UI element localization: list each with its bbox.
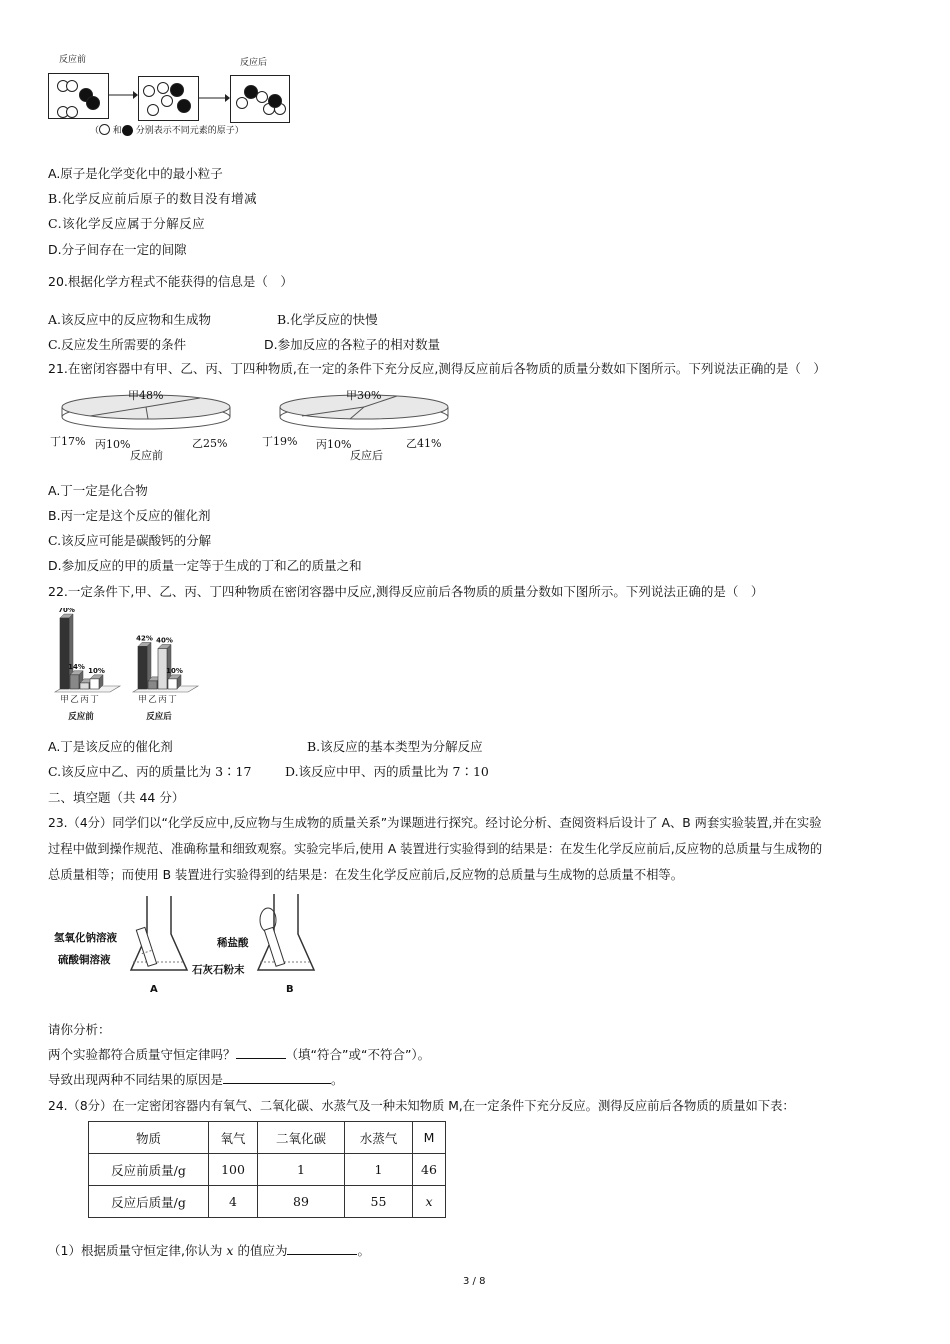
after-box [230,75,290,123]
data-label: 70% [58,608,75,615]
tick-label: 丁 [90,695,99,705]
q24-answer1-blank[interactable] [287,1254,357,1255]
q23-line2: 过程中做到操作规范、准确称量和细致观察。实验完毕后,使用 A 装置进行实验得到的结果是：在发生化学反应前后,反应物的总质量与生成物的 [48,842,823,856]
flask-b-label-hcl: 稀盐酸 [217,937,249,949]
after-label: 反应后 [240,58,268,68]
tick-label: 甲 [138,695,147,705]
q24-table [88,1121,446,1218]
q21-before-ding: 丁17% [50,435,86,448]
bar [148,681,157,689]
q19-option-c: C.该化学反应属于分解反应 [48,216,206,231]
q19-option-d: D.分子间存在一定的间隙 [48,242,187,257]
q21-after-yi: 乙41% [406,437,442,450]
bar [168,679,177,689]
flask-a-icon [125,894,195,979]
q22-option-c: C.该反应中乙、丙的质量比为 3∶17 [48,764,252,779]
before-label: 反应前 [59,55,87,65]
flask-b-label-limestone: 石灰石粉末 [192,964,245,976]
q22-option-d: D.该反应中甲、丙的质量比为 7∶10 [285,764,489,779]
table-cell: 4 [209,1186,258,1218]
data-label: 10% [166,666,183,675]
before-box [48,73,109,119]
table-header-row [89,1122,446,1154]
bar [70,675,79,689]
flask-a-caption: A [150,984,158,995]
q23-answer1-blank[interactable] [236,1058,286,1059]
table-cell: 89 [258,1186,345,1218]
legend: （ 和 分别表示不同元素的原子） [90,126,244,136]
bar [80,683,89,689]
flask-a-label-naoh: 氢氧化钠溶液 [54,932,117,944]
arrow-icon [197,93,231,103]
table-header: 氧气 [209,1122,258,1154]
q21-after-ding: 丁19% [262,435,298,448]
q23-line3: 总质量相等；而使用 B 装置进行实验得到的结果是：在发生化学反应前后,反应物的总质量与生成物的总质量不相等。 [48,868,684,882]
q23-answer2-blank[interactable] [223,1083,331,1084]
table-row [89,1154,446,1186]
q22-bar-charts [45,608,215,726]
q20-option-a: A.该反应中的反应物和生成物 [48,312,212,327]
data-label: 40% [156,636,173,645]
table-cell: 1 [345,1154,413,1186]
flask-b-caption: B [286,984,294,995]
bar [60,618,69,689]
q21-stem: 21.在密闭容器中有甲、乙、丙、丁四种物质,在一定的条件下充分反应,测得反应前后各物质的质量分数如下图所示。下列说法正确的是（ ） [48,361,826,376]
page-number: 3 / 8 [463,1276,486,1287]
table-cell: 反应前质量/g [89,1154,209,1186]
arrow-icon [107,90,139,100]
chart-title: 反应前 [68,712,94,722]
table-header: M [413,1122,446,1154]
table-cell: 100 [209,1154,258,1186]
table-cell: 反应后质量/g [89,1186,209,1218]
q20-option-c: C.反应发生所需要的条件 [48,337,187,352]
q19-option-a: A.原子是化学变化中的最小粒子 [48,166,223,181]
tick-label: 乙 [70,695,79,705]
tick-label: 丁 [168,695,177,705]
data-label: 42% [136,634,153,643]
table-row [89,1186,446,1218]
table-header: 水蒸气 [345,1122,413,1154]
tick-label: 甲 [60,695,69,705]
q23-line1: 23.（4分）同学们以“化学反应中,反应物与生成物的质量关系”为课题进行探究。经讨论分析、查阅资料后设计了 A、B 两套实验装置,并在实验 [48,816,822,830]
q21-after-jia: 甲30% [346,389,382,402]
middle-box [138,76,199,121]
q21-option-b: B.丙一定是这个反应的催化剂 [48,508,211,523]
q23-analyze: 请你分析： [48,1022,111,1037]
q24-sub1: （1）根据质量守恒定律,你认为 x 的值应为 。 [48,1243,370,1258]
table-cell: x [413,1186,446,1218]
q21-option-a: A.丁一定是化合物 [48,483,148,498]
q21-before-jia: 甲48% [128,389,164,402]
q20-stem: 20.根据化学方程式不能获得的信息是（ ） [48,274,293,289]
section-heading: 二、填空题（共 44 分） [48,790,185,805]
q22-stem: 22.一定条件下,甲、乙、丙、丁四种物质在密闭容器中反应,测得反应前后各物质的质量分数如下图所示。下列说法正确的是（ ） [48,584,764,599]
open-circle-icon [99,124,110,135]
tick-label: 丙 [80,695,89,705]
q20-option-d: D.参加反应的各粒子的相对数量 [264,337,441,352]
flask-a-label-cuso4: 硫酸铜溶液 [58,954,111,966]
tick-label: 丙 [158,695,167,705]
q22-option-b: B.该反应的基本类型为分解反应 [307,739,483,754]
bar [138,646,147,689]
q22-option-a: A.丁是该反应的催化剂 [48,739,173,754]
q21-option-d: D.参加反应的甲的质量一定等于生成的丁和乙的质量之和 [48,558,362,573]
bar [90,679,99,689]
table-header: 物质 [89,1122,209,1154]
q21-before-bing: 丙10% [95,438,131,451]
tick-label: 乙 [148,695,157,705]
q21-after-bing: 丙10% [316,438,352,451]
table-cell: 46 [413,1154,446,1186]
q21-before-caption: 反应前 [130,449,163,462]
q20-option-b: B.化学反应的快慢 [277,312,378,327]
q19-option-b: B.化学反应前后原子的数目没有增减 [48,191,258,206]
q23-question2: 导致出现两种不同结果的原因是 。 [48,1072,344,1087]
q21-option-c: C.该反应可能是碳酸钙的分解 [48,533,212,548]
table-cell: 55 [345,1186,413,1218]
q21-after-caption: 反应后 [350,449,383,462]
flask-b-icon [250,892,322,979]
q24-stem: 24.（8分）在一定密闭容器内有氧气、二氧化碳、水蒸气及一种未知物质 M,在一定条件下充分反应。测得反应前后各物质的质量如下表： [48,1099,795,1113]
data-label: 14% [68,662,85,671]
data-label: 10% [88,666,105,675]
table-cell: 1 [258,1154,345,1186]
chart-title: 反应后 [146,712,172,722]
q23-question1: 两个实验都符合质量守恒定律吗？ （填“符合”或“不符合”）。 [48,1047,431,1062]
table-header: 二氧化碳 [258,1122,345,1154]
filled-circle-icon [122,125,133,136]
q21-before-yi: 乙25% [192,437,228,450]
